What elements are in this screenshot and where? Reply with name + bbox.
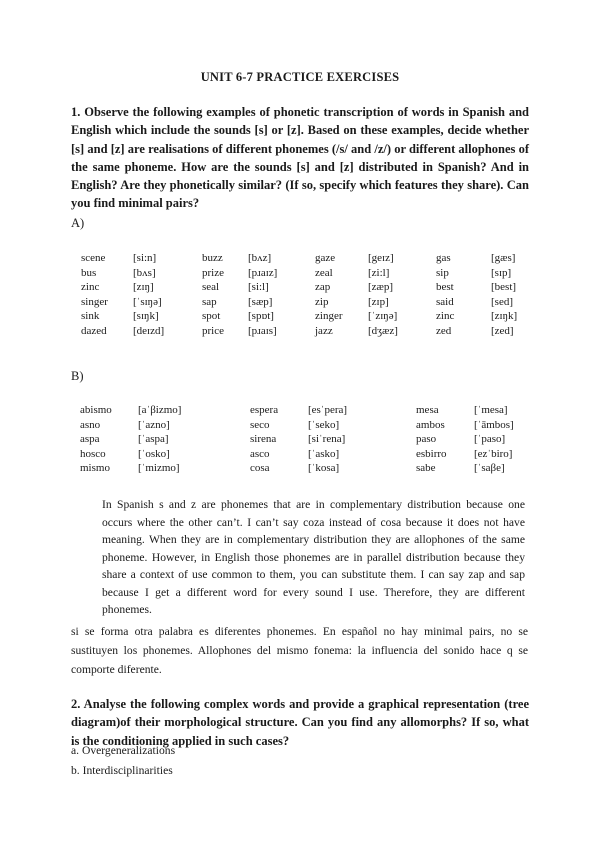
word-cell: asco [250, 447, 270, 460]
transcription-cell: [ˈaspa] [138, 433, 169, 446]
word-cell: jazz [315, 324, 333, 337]
word-cell: prize [202, 266, 224, 279]
word-cell: sirena [250, 433, 277, 446]
word-cell: sip [436, 266, 449, 279]
transcription-cell: [sed] [491, 295, 513, 308]
word-cell: paso [416, 433, 437, 446]
list-item: a. Overgeneralizations [71, 744, 176, 757]
table-row [80, 418, 534, 433]
transcription-cell: [bʌs] [133, 266, 156, 279]
transcription-cell: [zi:l] [368, 266, 390, 279]
transcription-cell: [ˈpaso] [474, 433, 506, 446]
transcription-cell: [si:n] [133, 252, 157, 264]
transcription-cell: [ˈseko] [308, 418, 340, 431]
table-row [80, 461, 534, 476]
table-row [80, 447, 534, 462]
word-cell: aspa [80, 433, 100, 446]
word-cell: ambos [416, 418, 445, 431]
transcription-table-english [81, 251, 531, 339]
table-row [81, 280, 531, 295]
word-cell: espera [250, 404, 279, 416]
transcription-cell: [aˈβizmo] [138, 404, 182, 416]
table-row [81, 324, 531, 339]
transcription-cell: [ˈazno] [138, 418, 170, 431]
word-cell: price [202, 324, 224, 337]
word-cell: zeal [315, 266, 333, 279]
transcription-cell: [zɪŋk] [491, 310, 518, 323]
word-cell: zinger [315, 310, 343, 323]
section-a-label: A) [71, 216, 85, 230]
transcription-cell: [si:l] [248, 281, 269, 294]
word-cell: seco [250, 418, 270, 431]
transcription-cell: [deɪzd] [133, 324, 165, 337]
transcription-cell: [gæs] [491, 252, 516, 264]
table-row [81, 266, 531, 281]
table-row [80, 432, 534, 447]
transcription-cell: [ezˈbiro] [474, 447, 513, 460]
word-cell: zip [315, 295, 329, 308]
word-cell: bus [81, 266, 97, 279]
transcription-cell: [spɒt] [248, 310, 274, 323]
section-b-label: B) [71, 369, 84, 383]
list-item: b. Interdisciplinarities [71, 764, 173, 777]
transcription-cell: [ˈzɪŋə] [368, 310, 398, 323]
transcription-cell: [pɹaɪs] [248, 324, 277, 337]
transcription-cell: [esˈpera] [308, 404, 348, 416]
word-cell: zinc [436, 310, 455, 323]
transcription-cell: [siˈrena] [308, 433, 346, 446]
transcription-cell: [best] [491, 281, 517, 294]
word-cell: dazed [81, 324, 107, 337]
page-title: UNIT 6-7 PRACTICE EXERCISES [200, 70, 400, 84]
word-cell: abismo [80, 404, 112, 416]
word-cell: zed [436, 324, 452, 337]
transcription-cell: [sɪŋk] [133, 310, 159, 323]
transcription-cell: [dʒæz] [368, 324, 398, 337]
question-1: 1. Observe the following examples of phonetic transcription of words in Spanish and English which include the sounds [s] or [z]. Based on these examples, decide whether [s] and [z] are realisations of different phonemes (/s/ and /z/) or different allophones of the same phoneme. How are the sounds [s] and [z] distributed in Spanish? And in English? Are they phonetically similar? (If so, specify which features they share). Can you find minimal pairs? [71, 105, 529, 211]
answer-paragraph: In Spanish s and z are phonemes that are in complementary distribution because one occurs where the other can’t. I can’t say coza instead of cosa because it does not have meaning. When they are in complementary distribution they are allophones of the same phoneme. However, in English those phonemes are in parallel distribution because they share a context of use common to them, you can substitute them. I can say zap and sap because I get a different word for every sound I use. Therefore, they are different phonemes. [102, 498, 525, 616]
word-cell: gaze [315, 252, 336, 264]
word-cell: singer [81, 295, 108, 308]
transcription-cell: [pɹaɪz] [248, 266, 278, 279]
transcription-cell: [ˈmesa] [474, 404, 508, 416]
transcription-cell: [ˈsɪŋə] [133, 295, 162, 308]
transcription-cell: [zæp] [368, 281, 394, 294]
table-row [81, 251, 531, 266]
transcription-cell: [sɪp] [491, 266, 512, 279]
note-paragraph: si se forma otra palabra es diferentes phonemes. En español no hay minimal pairs, no se sustituyen los phonemes. Allophones del mismo fonema: la influencia del sonido hace q se comporte diferente. [71, 625, 528, 676]
table-row [81, 295, 531, 310]
word-cell: cosa [250, 462, 270, 475]
word-cell: asno [80, 418, 101, 431]
transcription-cell: [zɪp] [368, 295, 389, 308]
table-row [81, 309, 531, 324]
transcription-cell: [zɪŋ] [133, 281, 154, 294]
word-cell: gas [436, 252, 451, 264]
transcription-cell: [zed] [491, 324, 514, 337]
transcription-cell: [ˈmizmo] [138, 462, 180, 475]
transcription-cell: [ˈasko] [308, 447, 340, 460]
word-cell: hosco [80, 447, 106, 460]
transcription-table-spanish [80, 403, 534, 476]
word-cell: said [436, 295, 454, 308]
word-cell: sap [202, 295, 217, 308]
transcription-cell: [ˈkosa] [308, 462, 340, 475]
word-cell: mesa [416, 404, 439, 416]
word-cell: zinc [81, 281, 100, 294]
transcription-cell: [ˈsaβe] [474, 462, 505, 475]
transcription-cell: [ˈosko] [138, 447, 170, 460]
word-cell: seal [202, 281, 220, 294]
transcription-cell: [ˈāmbos] [474, 418, 514, 431]
word-cell: best [436, 281, 454, 294]
word-cell: esbirro [416, 447, 447, 460]
transcription-cell: [bʌz] [248, 252, 272, 264]
word-cell: scene [81, 252, 106, 264]
word-cell: mismo [80, 462, 110, 475]
transcription-cell: [sæp] [248, 295, 273, 308]
word-cell: buzz [202, 252, 223, 264]
table-row [80, 403, 534, 418]
word-cell: zap [315, 281, 331, 294]
word-cell: sabe [416, 462, 436, 475]
word-cell: sink [81, 310, 100, 323]
transcription-cell: [geɪz] [368, 252, 394, 264]
question-2: 2. Analyse the following complex words and provide a graphical representation (tree diagram)of their morphological structure. Can you find any allomorphs? If so, what is the conditioning applied in such cases? [71, 697, 529, 748]
word-cell: spot [202, 310, 221, 323]
